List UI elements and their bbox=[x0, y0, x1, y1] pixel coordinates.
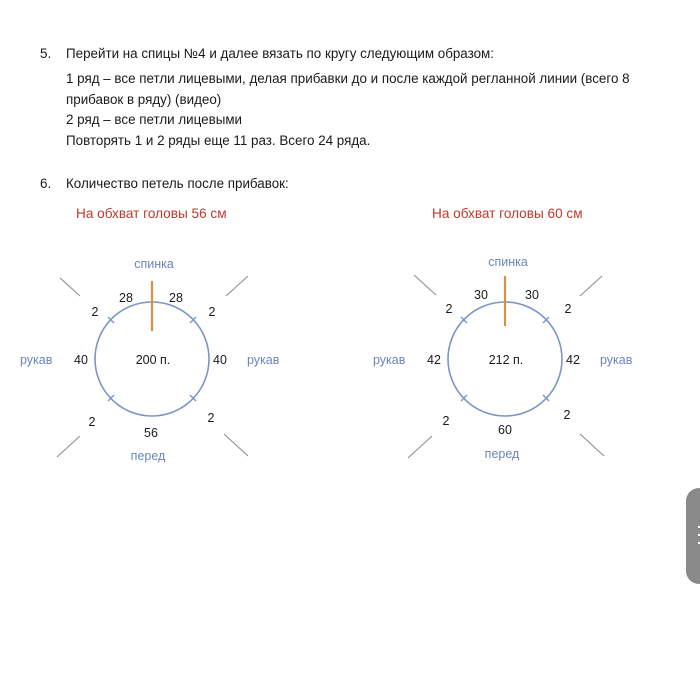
diagram-1-raglan-line-bottom-left bbox=[57, 436, 80, 457]
diagram-2-raglan-line-top-left bbox=[414, 275, 436, 295]
diagram-1 bbox=[20, 257, 280, 463]
diagram-1-total: 200 п. bbox=[135, 353, 171, 367]
diagram-1-raglan-line-top-left bbox=[60, 278, 80, 296]
diagram-2-front: 60 bbox=[498, 423, 512, 437]
diagram-2-raglan-line-bottom-right bbox=[580, 434, 604, 456]
diagram-2-raglan-line-top-right bbox=[580, 276, 602, 296]
diagram-2-left-sleeve-label: рукав bbox=[373, 353, 406, 367]
diagram-1-raglan-top-right: 2 bbox=[208, 305, 216, 319]
step-5-line-3: прибавок в ряду) (видео) bbox=[66, 92, 222, 107]
diagram-2-left-sleeve: 42 bbox=[427, 353, 441, 367]
diagram-2-title: На обхват головы 60 см bbox=[432, 206, 583, 221]
diagram-2-right-sleeve: 42 bbox=[566, 353, 580, 367]
step-5-line-2: 1 ряд – все петли лицевыми, делая прибавки до и после каждой регланной линии (всего 8 bbox=[66, 71, 630, 86]
diagram-2-back-right: 30 bbox=[525, 288, 539, 302]
diagram-2-right-sleeve-label: рукав bbox=[600, 353, 633, 367]
diagram-1-raglan-bottom-right: 2 bbox=[207, 411, 215, 425]
step-6-number: 6. bbox=[40, 176, 52, 191]
diagram-2-back-left: 30 bbox=[474, 288, 488, 302]
step-6-line-1: Количество петель после прибавок: bbox=[66, 176, 289, 191]
diagram-1-raglan-top-left: 2 bbox=[91, 305, 99, 319]
diagram-1-left-sleeve-label: рукав bbox=[20, 353, 53, 367]
diagram-1-right-sleeve: 40 bbox=[213, 353, 227, 367]
diagram-1-front-label: перед bbox=[130, 449, 166, 463]
diagram-2-raglan-top-right: 2 bbox=[564, 302, 572, 316]
diagram-1-back-right: 28 bbox=[169, 291, 183, 305]
diagram-1-back-label: спинка bbox=[134, 257, 174, 271]
diagram-1-raglan-line-top-right bbox=[226, 276, 248, 296]
diagram-1-back-left: 28 bbox=[119, 291, 133, 305]
diagram-2 bbox=[373, 255, 633, 461]
step-5-line-5: Повторять 1 и 2 ряды еще 11 раз. Всего 24 ряда. bbox=[66, 133, 371, 148]
diagram-2-raglan-bottom-right: 2 bbox=[563, 408, 571, 422]
diagram-1-raglan-line-bottom-right bbox=[224, 434, 248, 456]
side-panel-handle[interactable] bbox=[686, 488, 700, 584]
diagram-1-front: 56 bbox=[144, 426, 158, 440]
step-5-number: 5. bbox=[40, 46, 52, 61]
diagram-2-total: 212 п. bbox=[488, 353, 524, 367]
diagram-2-raglan-bottom-left: 2 bbox=[442, 414, 450, 428]
diagram-1-left-sleeve: 40 bbox=[74, 353, 88, 367]
step-5-line-4: 2 ряд – все петли лицевыми bbox=[66, 112, 243, 127]
diagram-1-raglan-bottom-left: 2 bbox=[88, 415, 96, 429]
diagram-2-raglan-top-left: 2 bbox=[445, 302, 453, 316]
diagram-2-front-label: перед bbox=[484, 447, 520, 461]
step-5-line-1: Перейти на спицы №4 и далее вязать по кругу следующим образом: bbox=[66, 46, 494, 61]
diagram-2-raglan-line-bottom-left bbox=[408, 436, 432, 458]
diagram-2-back-label: спинка bbox=[488, 255, 528, 269]
diagram-1-title: На обхват головы 56 см bbox=[76, 206, 227, 221]
diagram-1-right-sleeve-label: рукав bbox=[247, 353, 280, 367]
